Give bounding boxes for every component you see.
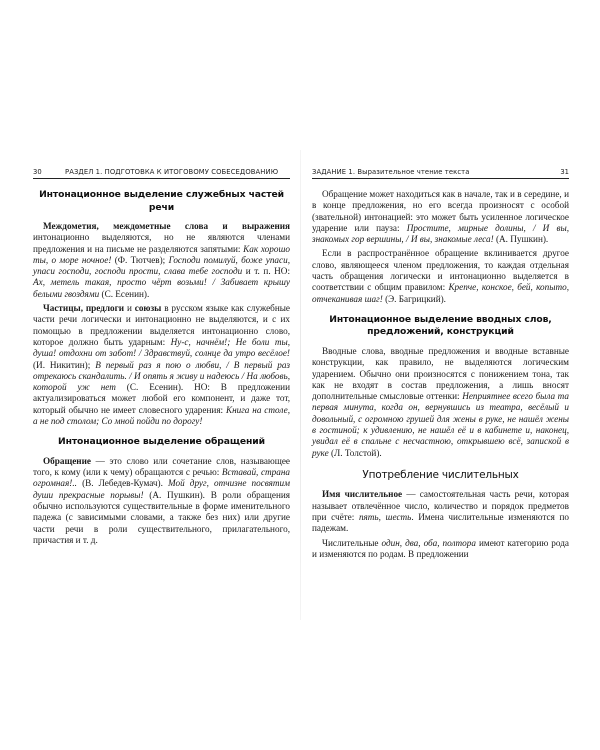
section-heading: Употребление числительных — [362, 468, 519, 481]
page-number: 31 — [560, 168, 569, 176]
paragraph: Обращение — это слово или сочетание слов, называющее того, к кому (или к чему) обращаются с речью: Вставай, страна огромная!.. (В. Лебедев-Кумач). Мой друг, отчизне посвятим души прекрасные порывы! (А. Пушкин). В роли обращения обычно используются существительные в форме именительного падежа (с зависимыми словами, а также без них) или другие части речи в роли существительного, прилагательного, причастия и т. д. — [33, 455, 291, 545]
running-head: РАЗДЕЛ 1. ПОДГОТОВКА К ИТОГОВОМУ СОБЕСЕДОВАНИЮ — [65, 168, 279, 176]
left-page-header — [33, 166, 290, 179]
paragraph: Числительные один, два, оба, полтора имеют категорию рода и изменяются по родам. В предложении — [312, 537, 569, 559]
paragraph: Обращение может находиться как в начале, так и в середине, и в конце предложения, но его всегда произносят с особой (звательной) интонацией: это может быть усиленное логическое ударение или пауза: Простите, мирные долины, / И вы, знакомых гор вершины, / И вы, знакомые леса! (А. Пушкин). — [312, 189, 569, 245]
paragraph: Если в распространённое обращение вклинивается другое слово, являющееся членом предложения, то каждая отдельная часть обращения логически и интонационно выделяется в соответствии с общим правилом: Крепче, конское, бей, копыто, отчеканивая шаг! (Э. Багрицкий). — [312, 248, 569, 304]
running-head: ЗАДАНИЕ 1. Выразительное чтение текста — [312, 168, 470, 176]
page-number: 30 — [33, 168, 42, 176]
paragraph: Частицы, предлоги и союзы в русском языке как служебные части речи логически и интонационно не выделяются, и с их помощью в предложении выделяется интонационно слово, которое должно быть ударным: Ну-с, начнём!; Не боли ты, душа! отдохни от забот! / Здравствуй, солнце да утро весёлое! (И. Никитин); В первый раз я пою о любви, / В первый раз отрекаюсь скандалить. / И опять я живу и надеюсь / На любовь, которой уж нет (С. Есенин). НО: В предложении актуализироваться может любой его компонент, и даже тот, который обычно не имеет словесного ударения: Книга на столе, а не под столом; Со мной пойди по дорогу! — [33, 303, 290, 427]
paragraph: Имя числительное — самостоятельная часть речи, которая называет отвлечённое число, количество и порядок предметов при счёте: пять, шесть. Имена числительные изменяются по падежам. — [312, 489, 569, 534]
book-spine — [300, 150, 301, 620]
section-heading: Интонационное выделение обращений — [58, 436, 265, 448]
section-heading: Интонационное выделение служебных частей речи — [39, 189, 284, 213]
section-heading: Интонационное выделение вводных слов, предложений, конструкций — [329, 313, 552, 338]
paragraph: Вводные слова, вводные предложения и вводные вставные конструкции, как правило, не выделяются логическим ударением. Обычно они произносятся с понижением тона, так как не входят в состав предложения, а лишь вносят дополнительные смысловые оттенки: Неприятнее всего была та первая минута, когда он, вернувшись из театра, весёлый и довольный, с огромною грушей для жены в руке, не нашёл жены в гостиной; к удивлению, не нашёл её и в кабинете и, наконец, увидал её в спальне с несчастною, открывшею всё, запиской в руке (Л. Толстой). — [312, 345, 570, 458]
right-page-header — [312, 166, 569, 179]
left-page — [33, 166, 290, 549]
paragraph: Междометия, междометные слова и выражения интонационно выделяются, но не являются членами предложения и на письме не разделяются запятыми: Как хорошо ты, о море ночное! (Ф. Тютчев); Господи помилуй, боже упаси, упаси господи, господи прости, слава тебе господи и т. п. НО: Ах, метель такая, просто чёрт возьми! / Забивает крышу белыми гвоздями (С. Есенин). — [33, 221, 290, 299]
right-page — [312, 166, 569, 563]
